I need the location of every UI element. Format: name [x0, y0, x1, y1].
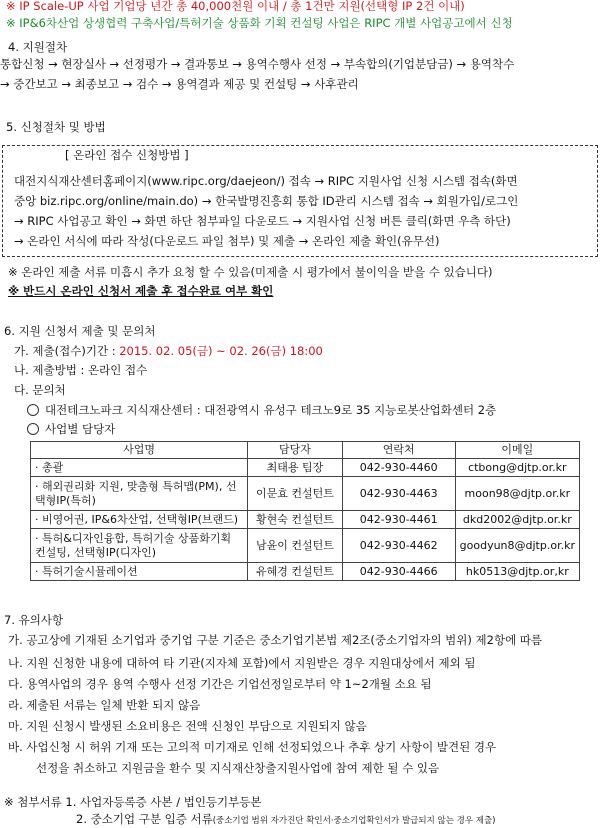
submission-method: 나. 제출방법 : 온라인 접수: [14, 363, 148, 377]
table-row: [31, 563, 580, 581]
online-note-missing-docs: ※ 온라인 제출 서류 미흡시 추가 요청 할 수 있음(미제출 시 평가에서 불이익을 받을 수 있습니다): [8, 265, 493, 279]
row-email: ctbong@djtp.or.kr: [455, 459, 579, 477]
row-email: hk0513@djtp.or,kr: [455, 563, 579, 581]
attachments-line1: ※ 첨부서류 1. 사업자등록증 사본 / 법인등기부등본: [4, 795, 262, 809]
row-email: goodyun8@djtp.or.kr: [455, 529, 579, 563]
attachments-line2-main: 2. 중소기업 구분 입증 서류: [76, 812, 213, 826]
submission-period-label: 가. 제출(접수)기간 :: [14, 344, 120, 358]
row-project: · 특허기술시뮬레이션: [31, 563, 248, 581]
attachments-line2: [76, 811, 600, 828]
row-email: dkd2002@djtp.or.kr: [455, 511, 579, 529]
contact-staff-text: 사업별 담당자: [45, 422, 116, 436]
procedure-flow-line1: 통합신청 → 현장실사 → 선정평가 → 결과통보 → 용역수행사 선정 → 부속합의(기업분담금) → 용역착수: [0, 57, 515, 71]
online-step-line4: → 온라인 서식에 따라 작성(다운로드 파일 첨부) 및 제출 → 온라인 제출 확인(유무선): [14, 234, 440, 248]
online-step-line1: 대전지식재산센터홈페이지(www.ripc.org/daejeon/) 접속 → RIPC 지원사업 신청 시스템 접속(화면: [14, 174, 518, 188]
caution-item: 바. 사업신청 시 허위 기재 또는 고의적 미기재로 인해 선정되었으나 추후 상기 사항이 발견된 경우: [8, 740, 497, 754]
section4-heading: 4. 지원절차: [8, 40, 68, 54]
contact-center-text: 대전테크노파크 지식재산센터 : 대전광역시 유성구 테크노9로 35 지능로봇산업화센터 2층: [45, 403, 497, 417]
table-header-row: [31, 442, 580, 459]
header-person: 담당자: [248, 442, 343, 459]
row-person: 이문효 컨설턴트: [248, 477, 343, 511]
note-ip-6th-industry: ※ IP&6차산업 상생협력 구축사업/특허기술 상품화 기획 컨설팅 사업은 RIPC 개별 사업공고에서 신청: [6, 16, 513, 30]
caution-item: 라. 제출된 서류는 일체 반환 되지 않음: [8, 698, 201, 712]
row-phone: 042-930-4466: [342, 563, 455, 581]
contact-heading: 다. 문의처: [14, 383, 66, 397]
online-note-confirm: ※ 반드시 온라인 신청서 제출 후 접수완료 여부 확인: [8, 284, 274, 298]
header-email: 이메일: [455, 442, 579, 459]
row-phone: 042-930-4460: [342, 459, 455, 477]
row-project: · 특허&디자인융합, 특허기술 상품화기획 컨설팅, 선택형IP(디자인): [31, 529, 248, 563]
row-phone: 042-930-4461: [342, 511, 455, 529]
contact-staff: [27, 421, 600, 437]
submission-period-value: 2015. 02. 05(금) ~ 02. 26(금) 18:00: [119, 344, 323, 358]
attachments-line2-note: (중소기업 범위 자가진단 확인서·중소기업확인서가 발급되지 않는 경우 제출): [212, 816, 496, 826]
row-phone: 042-930-4463: [342, 477, 455, 511]
contact-table: [30, 441, 580, 581]
row-person: 최태용 팀장: [248, 459, 343, 477]
caution-item-continued: 선정을 취소하고 지원금을 환수 및 지식재산창출지원사업에 참여 제한 될 수 있음: [36, 761, 440, 775]
caution-item: 나. 지원 신청한 내용에 대하여 타 기관(지자체 포함)에서 지원받은 경우 지원대상에서 제외 됨: [8, 656, 476, 670]
table-row: [31, 511, 580, 529]
submission-period: [14, 343, 600, 359]
header-project: 사업명: [31, 442, 248, 459]
row-person: 황현숙 컨설턴트: [248, 511, 343, 529]
procedure-flow-line2: → 중간보고 → 최종보고 → 검수 → 용역결과 제공 및 컨설팅 → 사후관리: [0, 77, 359, 91]
row-phone: 042-930-4462: [342, 529, 455, 563]
circle-bullet-icon: [27, 423, 39, 435]
online-application-title: [ 온라인 접수 신청방법 ]: [65, 148, 189, 162]
header-phone: 연락처: [342, 442, 455, 459]
row-project: · 총괄: [31, 459, 248, 477]
section7-heading: 7. 유의사항: [4, 613, 64, 627]
row-person: 유혜경 컨설턴트: [248, 563, 343, 581]
table-row: [31, 529, 580, 563]
table-row: [31, 459, 580, 477]
section5-heading: 5. 신청절차 및 방법: [6, 120, 106, 134]
note-ip-scaleup: ※ IP Scale-UP 사업 기업당 년간 총 40,000천원 이내 / 총 1건만 지원(선택형 IP 2건 이내): [6, 0, 465, 13]
row-person: 남윤이 컨설턴트: [248, 529, 343, 563]
online-step-line2: 중앙 biz.ripc.org/online/main.do) → 한국발명진흥회 통합 ID관리 시스템 접속 → 회원가입/로그인: [14, 194, 519, 208]
online-step-line3: → RIPC 사업공고 확인 → 화면 하단 첨부파일 다운로드 → 지원사업 신청 버튼 클릭(화면 우측 하단): [14, 214, 511, 228]
row-project: · 해외권리화 지원, 맞춤형 특허맵(PM), 선택형IP(특허): [31, 477, 248, 511]
caution-item: 마. 지원 신청시 발생된 소요비용은 전액 신청인 부담으로 지원되지 않음: [8, 719, 367, 733]
contact-center: [27, 402, 600, 418]
row-email: moon98@djtp.or.kr: [455, 477, 579, 511]
row-project: · 비영어권, IP&6차산업, 선택형IP(브랜드): [31, 511, 248, 529]
caution-item: 다. 용역사업의 경우 용역 수행사 선정 기간은 기업선정일로부터 약 1~2개월 소요 됨: [8, 677, 432, 691]
caution-item: 가. 공고상에 기재된 소기업과 중기업 구분 기준은 중소기업기본법 제2조(중소기업자의 범위) 제2항에 따름: [8, 633, 543, 647]
circle-bullet-icon: [27, 404, 39, 416]
section6-heading: 6. 지원 신청서 제출 및 문의처: [4, 324, 156, 338]
table-row: [31, 477, 580, 511]
